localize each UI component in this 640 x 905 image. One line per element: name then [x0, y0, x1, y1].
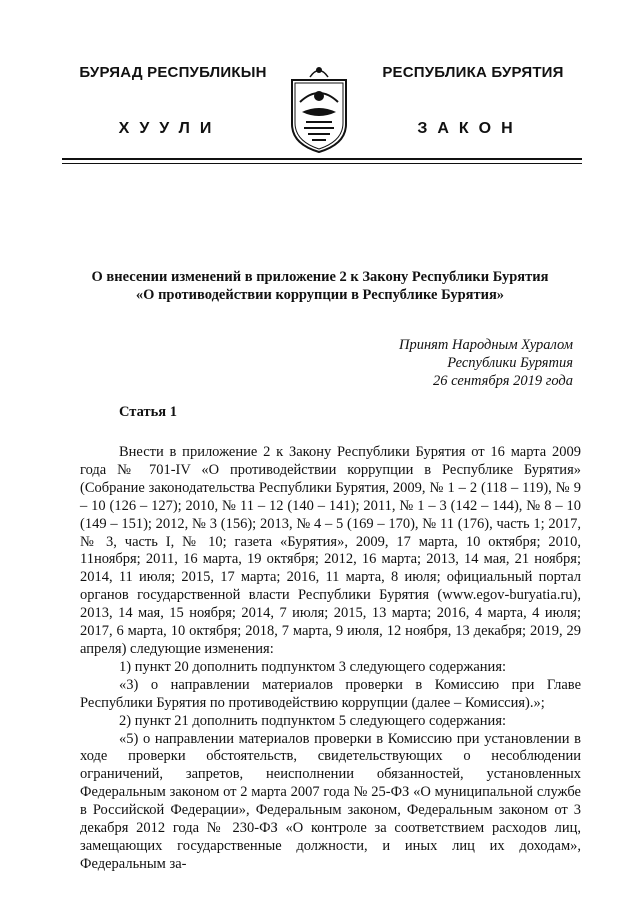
law-title-line-2: «О противодействии коррупции в Республике Бурятия»	[135, 287, 505, 303]
adoption-line-3: 26 сентября 2019 года	[432, 373, 573, 389]
law-title	[40, 268, 600, 304]
header-left-title: БУРЯАД РЕСПУБЛИКЫН	[79, 64, 267, 81]
paragraph-item-1: 1) пункт 20 дополнить подпунктом 3 следующего содержания:	[119, 658, 507, 675]
paragraph-intro: Внести в приложение 2 к Закону Республики Бурятия от 16 марта 2009 года № 701-IV «О противодействии коррупции в Республике Бурятия» (Собрание законодательства Республики Бурятия, 2009, № 1 – 2 (118 – 119), № 9 – 10 (126 – 127); 2010, № 11 – 12 (140 – 141); 2011, № 1 – 3 (142 – 144), № 8 – 10 (149 – 151); 2012, № 3 (156); 2013, № 4 – 5 (169 – 170), № 11 (176), часть 1; 2017, № 3, часть I, № 10; газета «Бурятия», 2009, 17 марта, 10 октября; 2010, 11ноября; 2011, 16 марта, 19 октября; 2012, 16 марта; 2013, 14 мая, 21 ноября; 2014, 11 июля; 2015, 17 марта; 2016, 11 марта, 8 июля; официальный портал органов государственной власти Республики Бурятия (www.egov-buryatia.ru), 2013, 14 мая, 15 ноября; 2014, 7 июля; 2015, 13 марта; 2016, 4 марта, 4 июля; 2017, 6 марта, 10 октября; 2018, 7 марта, 9 июля, 12 ноября, 13 декабря; 2019, 29 апреля) следующие изменения:	[80, 444, 581, 657]
header-right-title: РЕСПУБЛИКА БУРЯТИЯ	[382, 64, 564, 81]
adoption-line-2: Республики Бурятия	[447, 355, 573, 371]
article-heading: Статья 1	[119, 404, 177, 420]
paragraph-quote-1: «3) о направлении материалов проверки в Комиссию при Главе Республики Бурятия по противодействию коррупции (далее – Комиссия).»;	[80, 676, 581, 711]
adoption-line-1: Принят Народным Хуралом	[398, 337, 573, 353]
paragraph-item-2: 2) пункт 21 дополнить подпунктом 5 следующего содержания:	[119, 712, 507, 729]
law-title-line-1: О внесении изменений в приложение 2 к Закону Республики Бурятия	[91, 269, 549, 285]
paragraph-quote-2: «5) о направлении материалов проверки в Комиссию при установлении в ходе проверки обстоятельств, свидетельствующих о несоблюдении ограничений, запретов, неисполнении обязанностей, установленных Федеральным законом от 2 марта 2007 года № 25-ФЗ «О муниципальной службе в Российской Федерации», Федеральным законом, Федеральным законом от 3 декабря 2012 года № 230-ФЗ «О контроле за соответствием расходов лиц, замещающих государственные должности, и иных лиц их доходам», Федеральным за-	[80, 730, 581, 872]
header-divider-thick	[62, 158, 582, 160]
article-body	[80, 444, 581, 874]
header-left-subtitle: ХУУЛИ	[118, 120, 222, 137]
coat-of-arms-icon	[288, 62, 350, 154]
header-right-subtitle: ЗАКОН	[417, 120, 523, 137]
header-divider-thin	[62, 163, 582, 164]
adoption-note	[399, 336, 573, 390]
